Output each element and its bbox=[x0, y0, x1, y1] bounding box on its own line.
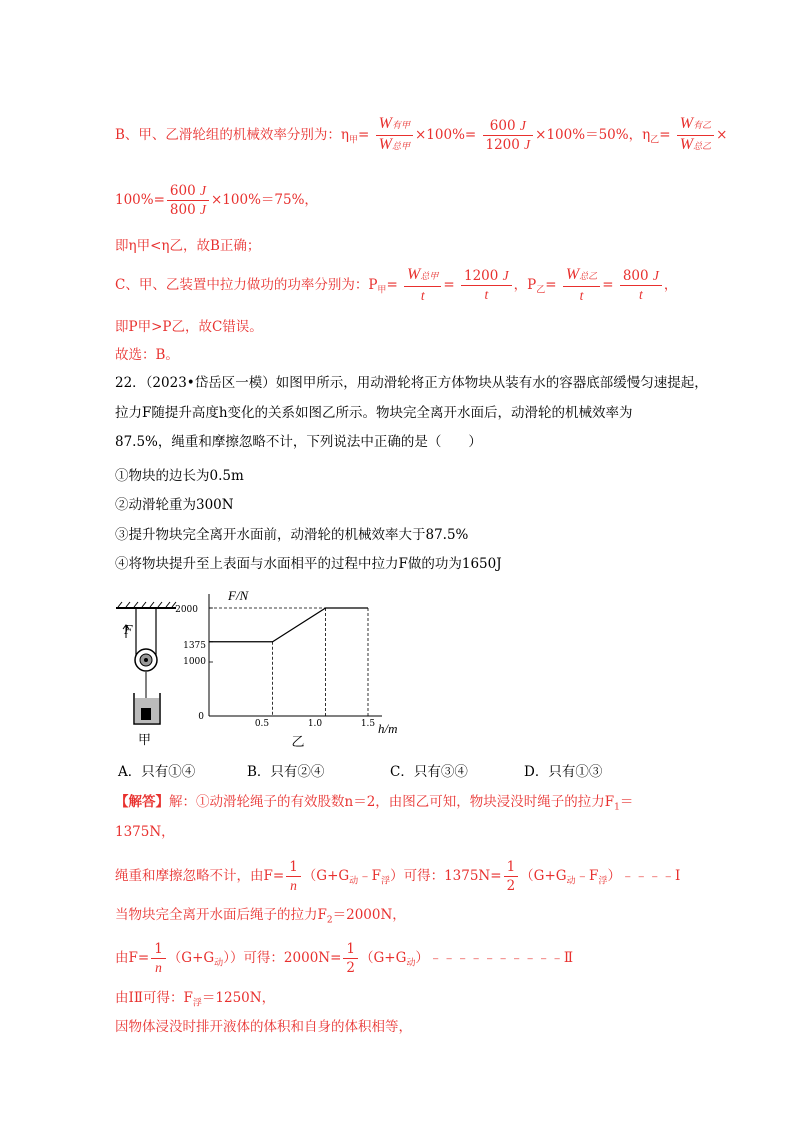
fraction-1-n-b: $\frac{1}{n}$ bbox=[151, 940, 166, 977]
x-tick-1-0: 1.0 bbox=[307, 719, 323, 729]
q22-line2: 拉力F随提升高度h变化的关系如图乙所示。物块完全离开水面后，动滑轮的机械效率为 bbox=[115, 405, 633, 421]
figure-jia-pulley bbox=[116, 602, 176, 724]
fraction-w-zongyi-t: $\frac{\text{W总乙}}{t}$ bbox=[563, 266, 600, 305]
y-tick-1000: 1000 bbox=[183, 657, 206, 667]
figure-yi-graph bbox=[175, 588, 397, 748]
series-line-f-h bbox=[209, 608, 368, 642]
fraction-w-zongjia-t: $\frac{\text{W总甲}}{t}$ bbox=[404, 266, 441, 305]
fraction-1-n: $\frac{1}{n}$ bbox=[286, 858, 301, 895]
y-tick-1375: 1375 bbox=[183, 641, 206, 651]
y-tick-0: 0 bbox=[198, 712, 204, 722]
figure-jia-caption: 甲 bbox=[138, 733, 152, 748]
q22-line3: 87.5%，绳重和摩擦忽略不计，下列说法中正确的是（ ） bbox=[115, 434, 482, 450]
x-tick-1-5: 1.5 bbox=[360, 719, 376, 729]
answer-line6: 由ⅠⅡ可得：$F_浮=1250N$， bbox=[115, 990, 276, 1009]
answer-line2: 1375N， bbox=[115, 824, 175, 840]
answer-line3-equation-1: 绳重和摩擦忽略不计，由F= $\frac{1}{n}$ $(G+G_动﹣F_浮)$可得：1375N= $\frac{1}{2}$ $(G+G_动﹣F_浮)﹣﹣﹣﹣Ⅰ$ bbox=[115, 859, 681, 894]
answer-line1: 【解答】解：①动滑轮绳子的有效股数n＝2，由图乙可知，物块浸没时绳子的拉力$F_1=$ bbox=[115, 794, 634, 813]
x-tick-0-5: 0.5 bbox=[254, 719, 270, 729]
fraction-600-1200: $\frac{600 J}{1200 J}$ bbox=[483, 117, 534, 154]
fraction-600-800: $\frac{600 J}{800 J}$ bbox=[167, 182, 209, 219]
figure-yi-caption: 乙 bbox=[291, 735, 305, 748]
fraction-1200-t: $\frac{1200 J}{t}$ bbox=[461, 267, 512, 304]
q22-line1: 22．（2023•岱岳区一模）如图甲所示，用动滑轮将正方体物块从装有水的容器底部缓慢匀速提起， bbox=[115, 375, 708, 391]
q22-statement-4: ④将物块提升至上表面与水面相平的过程中拉力F做的功为1650J bbox=[115, 556, 502, 572]
fraction-1-2-b: $\frac{1}{2}$ bbox=[343, 940, 358, 977]
y-axis-label: F/N bbox=[228, 588, 249, 603]
line-select-b: 故选：B。 bbox=[115, 347, 179, 363]
fraction-w-youjia-zongjia: $\frac{\text{W有甲}}{\text{W总甲}}$ bbox=[376, 115, 413, 156]
answer-line7: 因物体浸没时排开液体的体积和自身的体积相等， bbox=[115, 1019, 412, 1035]
q22-statement-1: ①物块的边长为0.5m bbox=[115, 468, 244, 484]
answer-line4: 当物块完全离开水面后绳子的拉力$F_2=2000N$， bbox=[115, 907, 406, 926]
answer-tag: 【解答】 bbox=[115, 794, 169, 810]
choice-c[interactable]: C．只有③④ bbox=[390, 764, 468, 780]
line-b-conclusion: 即η甲<η乙，故B正确； bbox=[115, 238, 261, 254]
line-c-conclusion: 即P甲>P乙，故C错误。 bbox=[115, 319, 263, 335]
fraction-1-2: $\frac{1}{2}$ bbox=[504, 858, 519, 895]
choice-d[interactable]: D．只有①③ bbox=[524, 764, 603, 780]
x-axis-label: h/m bbox=[378, 721, 398, 736]
fraction-w-youyi-zongyi: $\frac{\text{W有乙}}{\text{W总乙}}$ bbox=[677, 115, 714, 156]
q22-statement-3: ③提升物块完全离开水面前，动滑轮的机械效率大于87.5% bbox=[115, 527, 469, 543]
fraction-800-t: $\frac{800 J}{t}$ bbox=[620, 267, 662, 304]
q22-statement-2: ②动滑轮重为300N bbox=[115, 497, 234, 513]
y-tick-2000: 2000 bbox=[175, 605, 198, 615]
line-c-power: C、甲、乙装置中拉力做功的功率分别为：$P_甲=$ $\frac{\text{W总甲}}{t}$ = $\frac{1200 J}{t}$ ，$P_乙=$ $\frac{\text{W总乙}}{t}$ = $\frac{800 J}{t}$ ， bbox=[115, 266, 678, 303]
figure-f-label: F bbox=[124, 623, 133, 638]
answer-line5-equation-2: 由F= $\frac{1}{n}$ $(G+G_动)$）可得：2000N= $\frac{1}{2}$ $(G+G_动)﹣﹣﹣﹣﹣﹣﹣﹣﹣﹣Ⅱ$ bbox=[115, 941, 574, 976]
line-b-efficiency: B、甲、乙滑轮组的机械效率分别为：$\eta_甲=$ $\frac{\text{W有甲}}{\text{W总甲}}$ ×100%= $\frac{600 J}{1200 J}$ ×100%＝50%，$\eta_乙=$ $\frac{\text{W有乙}}{\text{W总乙}}$ × bbox=[115, 115, 727, 156]
choice-b[interactable]: B．只有②④ bbox=[247, 764, 325, 780]
choice-a[interactable]: A．只有①④ bbox=[118, 764, 196, 780]
figure-pulley-and-graph bbox=[112, 588, 412, 748]
line-b-efficiency-cont: 100%= $\frac{600 J}{800 J}$ ×100%＝75%， bbox=[115, 183, 318, 218]
